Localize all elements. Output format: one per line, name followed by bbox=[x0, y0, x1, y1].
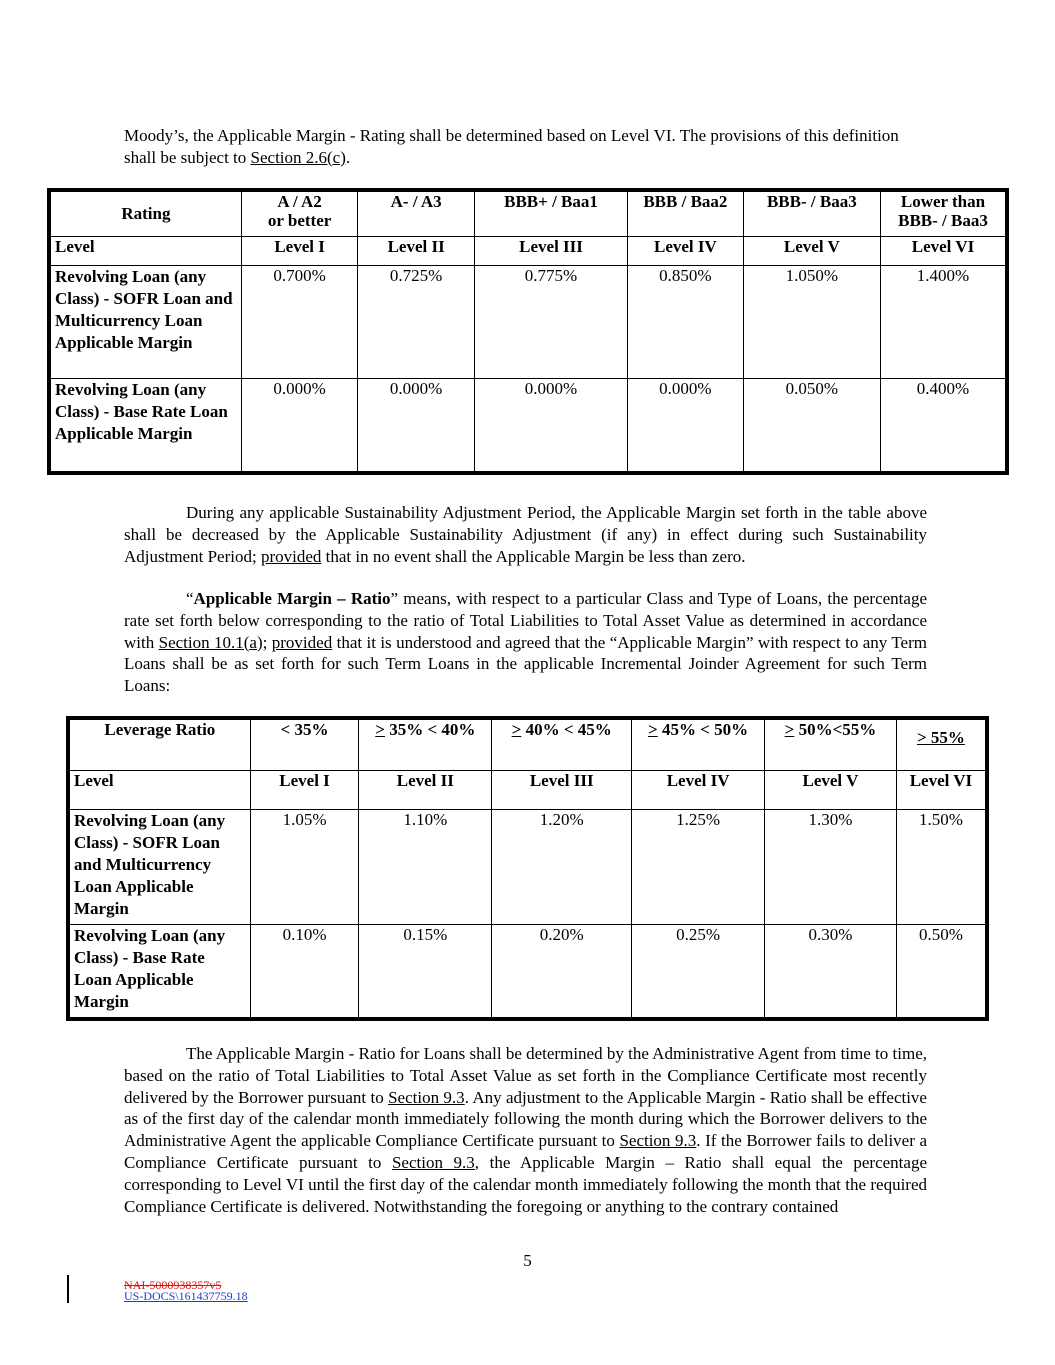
table-header-row bbox=[49, 190, 1007, 237]
header-cell: > 55% bbox=[896, 718, 987, 771]
value-cell: 0.30% bbox=[765, 925, 897, 1020]
header-cell: BBB- / Baa3 bbox=[743, 190, 880, 237]
level-cell: Level II bbox=[359, 771, 492, 810]
value-cell: 1.05% bbox=[250, 810, 359, 925]
level-cell: Level III bbox=[492, 771, 632, 810]
value-cell: 0.850% bbox=[628, 266, 744, 379]
value-cell: 0.725% bbox=[358, 266, 475, 379]
table-row bbox=[49, 379, 1007, 474]
level-cell: Level IV bbox=[628, 237, 744, 266]
header-cell: < 35% bbox=[250, 718, 359, 771]
value-cell: 0.50% bbox=[896, 925, 987, 1020]
level-cell: Level IV bbox=[632, 771, 765, 810]
ratio-determination-paragraph: The Applicable Margin - Ratio for Loans shall be determined by the Administrative Agent from time to time, based on the ratio of Total Liabilities to Total Asset Value as set forth in the Compliance Certificate most recently delivered by the Borrower pursuant to Section 9.3. Any adjustment to the Applicable Margin - Ratio shall be effective as of the first day of the calendar month immediately following the month during which the Borrower delivers to the Administrative Agent the applicable Compliance Certificate pursuant to Section 9.3. If the Borrower fails to deliver a Compliance Certificate pursuant to Section 9.3, the Applicable Margin – Ratio shall equal the percentage corresponding to Level VI until the first day of the calendar month immediately following the month that the required Compliance Certificate is delivered. Notwithstanding the foregoing or anything to the contrary contained bbox=[124, 1044, 927, 1216]
row-label: Revolving Loan (any Class) - SOFR Loan and Multicurrency Loan Applicable Margin bbox=[68, 810, 250, 925]
level-cell: Level III bbox=[474, 237, 627, 266]
provided-link[interactable]: provided bbox=[271, 632, 333, 652]
value-cell: 0.25% bbox=[632, 925, 765, 1020]
header-cell: > 40% < 45% bbox=[492, 718, 632, 771]
change-bar bbox=[67, 1275, 69, 1303]
value-cell: 1.25% bbox=[632, 810, 765, 925]
page-number: 5 bbox=[523, 1251, 532, 1270]
table-row bbox=[68, 810, 987, 925]
header-cell: > 45% < 50% bbox=[632, 718, 765, 771]
header-cell: Rating bbox=[49, 190, 241, 237]
table-row bbox=[49, 266, 1007, 379]
value-cell: 0.775% bbox=[474, 266, 627, 379]
value-cell: 1.050% bbox=[743, 266, 880, 379]
section-link[interactable]: Section 10.1(a) bbox=[158, 632, 263, 652]
value-cell: 0.000% bbox=[628, 379, 744, 474]
level-cell: Level II bbox=[358, 237, 475, 266]
level-cell: Level V bbox=[743, 237, 880, 266]
value-cell: 1.30% bbox=[765, 810, 897, 925]
row-label: Revolving Loan (any Class) - Base Rate Loan Applicable Margin bbox=[68, 925, 250, 1020]
value-cell: 0.20% bbox=[492, 925, 632, 1020]
level-cell: Level VI bbox=[881, 237, 1008, 266]
header-cell: > 35% < 40% bbox=[359, 718, 492, 771]
value-cell: 0.15% bbox=[359, 925, 492, 1020]
header-cell: A- / A3 bbox=[358, 190, 475, 237]
header-cell: Lower than BBB- / Baa3 bbox=[881, 190, 1008, 237]
provided-link[interactable]: provided bbox=[260, 546, 322, 566]
level-row bbox=[49, 237, 1007, 266]
level-row bbox=[68, 771, 987, 810]
value-cell: 0.000% bbox=[358, 379, 475, 474]
value-cell: 1.10% bbox=[359, 810, 492, 925]
ratio-definition-paragraph: “Applicable Margin – Ratio” means, with respect to a particular Class and Type of Loans, the percentage rate set forth below corresponding to the ratio of Total Liabilities to Total Asset Value as determined in accordance with Section 10.1(a); provided that it is understood and agreed that the “Applicable Margin” with respect to any Term Loans shall be as set forth for such Term Loans in the applicable Incremental Joinder Agreement for such Term Loans: bbox=[124, 589, 927, 696]
section-link[interactable]: Section 9.3 bbox=[391, 1152, 475, 1172]
section-link[interactable]: Section 9.3 bbox=[388, 1087, 465, 1107]
leverage-margin-table bbox=[66, 716, 989, 1021]
doc-id-inserted: US-DOCS\161437759.18 bbox=[124, 1289, 248, 1303]
level-cell: Level V bbox=[765, 771, 897, 810]
value-cell: 1.400% bbox=[881, 266, 1008, 379]
intro-text: Moody’s, the Applicable Margin - Rating shall be determined based on Level VI. The provisions of this definition shall be subject to bbox=[124, 126, 899, 167]
level-cell: Level I bbox=[250, 771, 359, 810]
rating-margin-table bbox=[47, 188, 1009, 475]
section-link[interactable]: Section 9.3 bbox=[619, 1131, 697, 1151]
value-cell: 0.10% bbox=[250, 925, 359, 1020]
row-label: Revolving Loan (any Class) - Base Rate Loan Applicable Margin bbox=[49, 379, 241, 474]
defined-term: Applicable Margin – Ratio bbox=[193, 589, 391, 608]
section-link[interactable]: Section 2.6(c) bbox=[250, 147, 346, 167]
header-cell: BBB / Baa2 bbox=[628, 190, 744, 237]
sustainability-paragraph: During any applicable Sustainability Adjustment Period, the Applicable Margin set forth in the table above shall be decreased by the Applicable Sustainability Adjustment (if any) in effect during such Sustainability Adjustment Period; provided that in no event shall the Applicable Margin be less than zero. bbox=[124, 503, 927, 566]
value-cell: 0.400% bbox=[881, 379, 1008, 474]
value-cell: 0.000% bbox=[474, 379, 627, 474]
level-cell: Level VI bbox=[896, 771, 987, 810]
level-cell: Level I bbox=[241, 237, 358, 266]
value-cell: 0.050% bbox=[743, 379, 880, 474]
level-cell: Level bbox=[68, 771, 250, 810]
table-row bbox=[68, 925, 987, 1020]
header-cell: > 50%<55% bbox=[765, 718, 897, 771]
header-cell: Leverage Ratio bbox=[68, 718, 250, 771]
row-label: Revolving Loan (any Class) - SOFR Loan and Multicurrency Loan Applicable Margin bbox=[49, 266, 241, 379]
level-cell: Level bbox=[49, 237, 241, 266]
header-cell: BBB+ / Baa1 bbox=[474, 190, 627, 237]
value-cell: 1.20% bbox=[492, 810, 632, 925]
value-cell: 1.50% bbox=[896, 810, 987, 925]
doc-id-deleted: NAI-5000938357v5 bbox=[124, 1278, 222, 1292]
value-cell: 0.700% bbox=[241, 266, 358, 379]
intro-paragraph: Moody’s, the Applicable Margin - Rating shall be determined based on Level VI. The provisions of this definition shall be subject to Section 2.6(c). bbox=[124, 126, 899, 167]
value-cell: 0.000% bbox=[241, 379, 358, 474]
header-cell: A / A2 or better bbox=[241, 190, 358, 237]
table-header-row bbox=[68, 718, 987, 771]
